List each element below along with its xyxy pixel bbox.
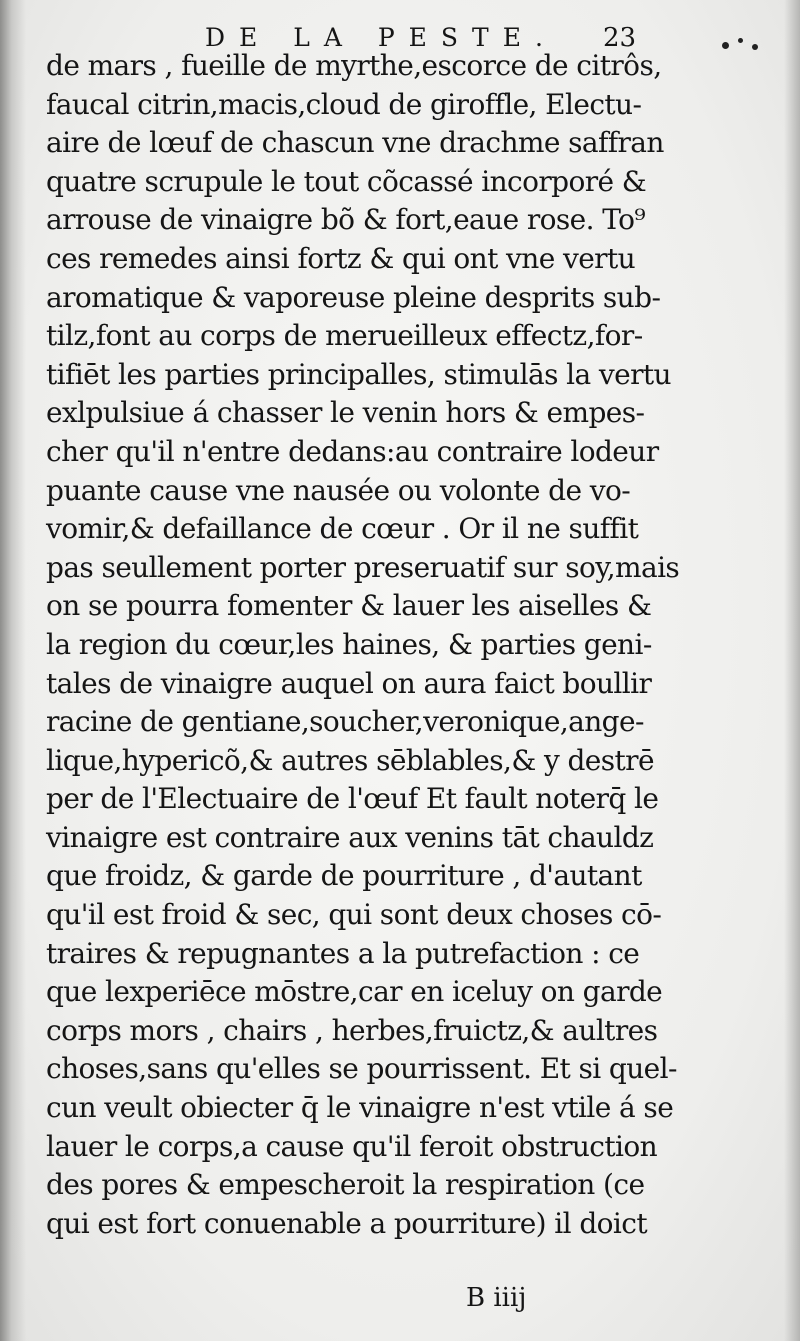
- running-title: DE LA PESTE.: [205, 23, 557, 52]
- body-text: [46, 47, 680, 1243]
- text-line: cun veult obiecter q̄ le vinaigre n'est vtile á se: [46, 1091, 674, 1125]
- text-line: choses,sans qu'elles se pourrissent. Et si quel-: [46, 1052, 677, 1086]
- text-line: puante cause vne nausée ou volonte de vo-: [46, 473, 631, 507]
- text-line: tales de vinaigre auquel on aura faict boullir: [46, 666, 652, 700]
- text-line: vinaigre est contraire aux venins tāt chauldz: [46, 820, 654, 854]
- text-line: pas seullement porter preseruatif sur soy,mais: [46, 550, 680, 584]
- text-line: lauer le corps,a cause qu'il feroit obstruction: [46, 1129, 658, 1163]
- text-line: quatre scrupule le tout cõcassé incorporé &: [46, 164, 647, 198]
- text-line: que froidz, & garde de pourriture , d'autant: [46, 859, 642, 893]
- text-line: arrouse de vinaigre bõ & fort,eaue rose. To⁹: [46, 203, 646, 237]
- text-line: aromatique & vaporeuse pleine desprits sub-: [46, 280, 661, 314]
- text-line: tilz,font au corps de merueilleux effectz,for-: [46, 319, 643, 353]
- signature-mark: B iiij: [466, 1283, 527, 1313]
- text-line: ces remedes ainsi fortz & qui ont vne vertu: [46, 241, 636, 275]
- text-line: lique,hypericõ,& autres sēblables,& y destrē: [46, 743, 654, 777]
- text-line: exlpulsiue á chasser le venin hors & empes-: [46, 396, 645, 430]
- text-line: la region du cœur,les haines, & parties geni-: [46, 627, 652, 661]
- text-line: per de l'Electuaire de l'œuf Et fault noterq̄ le: [46, 782, 659, 816]
- text-line: aire de lœuf de chascun vne drachme saffran: [46, 126, 664, 160]
- text-line: traires & repugnantes a la putrefaction : ce: [46, 936, 640, 970]
- binding-shadow: [0, 0, 26, 1341]
- text-line: faucal citrin,macis,cloud de giroffle, Electu-: [46, 87, 642, 121]
- text-line: tifiēt les parties principalles, stimulās la vertu: [46, 357, 671, 391]
- text-line: que lexperiēce mōstre,car en iceluy on garde: [46, 975, 663, 1009]
- text-line: qu'il est froid & sec, qui sont deux choses cō-: [46, 898, 662, 932]
- text-line: cher qu'il n'entre dedans:au contraire lodeur: [46, 434, 659, 468]
- text-line: racine de gentiane,soucher,veronique,ange-: [46, 705, 644, 739]
- text-line: qui est fort conuenable a pourriture) il doict: [46, 1206, 647, 1240]
- text-line: vomir,& defaillance de cœur . Or il ne suffit: [46, 512, 639, 546]
- text-line: on se pourra fomenter & lauer les aiselles &: [46, 589, 652, 623]
- page-number: 23: [603, 23, 637, 53]
- text-line: corps mors , chairs , herbes,fruictz,& aultres: [46, 1013, 658, 1047]
- text-line: de mars , fueille de myrthe,escorce de citrôs,: [46, 49, 662, 82]
- page-edge-shadow: [784, 0, 800, 1341]
- text-line: des pores & empescheroit la respiration (ce: [46, 1168, 645, 1202]
